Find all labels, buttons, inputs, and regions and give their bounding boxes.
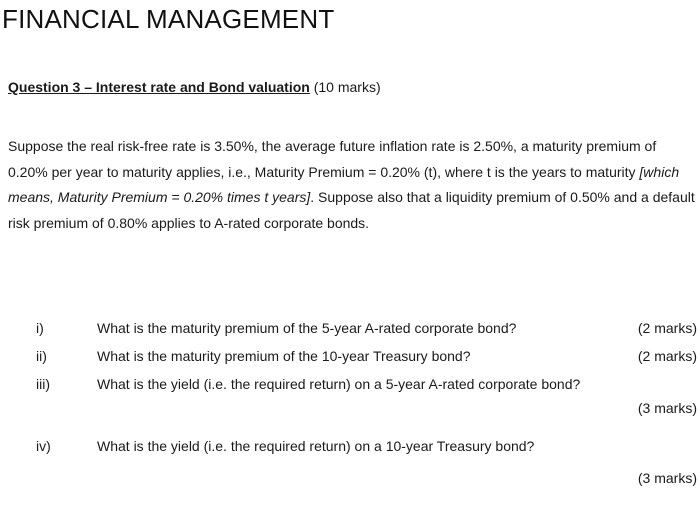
question-body-italic: [which means, Maturity Premium = 0.20% times t years] (8, 163, 680, 205)
question-body (8, 134, 698, 236)
sub-question-marks: (2 marks) (637, 320, 697, 336)
question-body-text-1: Suppose the real risk-free rate is 3.50%, the average future inflation rate is 2.50%, a maturity premium of 0.20% per year to maturity applies, i.e., Maturity Premium = 0.20% (t), where t is the years to maturity (8, 138, 657, 180)
sub-question-text: What is the yield (i.e. the required return) on a 5-year A-rated corporate bond? (97, 376, 581, 392)
page-title: FINANCIAL MANAGEMENT (2, 4, 335, 34)
question-heading (8, 78, 381, 96)
question-marks: (10 marks) (313, 79, 381, 95)
question-title: Question 3 – Interest rate and Bond valuation (8, 79, 310, 95)
sub-question-number: iv) (36, 438, 51, 454)
sub-question-text: What is the maturity premium of the 5-year A-rated corporate bond? (97, 320, 517, 336)
sub-question-text: What is the maturity premium of the 10-year Treasury bond? (97, 348, 471, 364)
sub-question-marks: (3 marks) (637, 470, 697, 486)
sub-question-text: What is the yield (i.e. the required return) on a 10-year Treasury bond? (97, 438, 535, 454)
sub-question-number: ii) (36, 348, 47, 364)
question-body-text-2: . Suppose also that a liquidity premium of 0.50% and a default risk premium of 0.80% applies to A-rated corporate bonds. (8, 189, 695, 231)
sub-question-marks: (2 marks) (637, 348, 697, 364)
sub-question-number: iii) (36, 376, 50, 392)
sub-question-number: i) (36, 320, 44, 336)
sub-question-marks: (3 marks) (637, 400, 697, 416)
